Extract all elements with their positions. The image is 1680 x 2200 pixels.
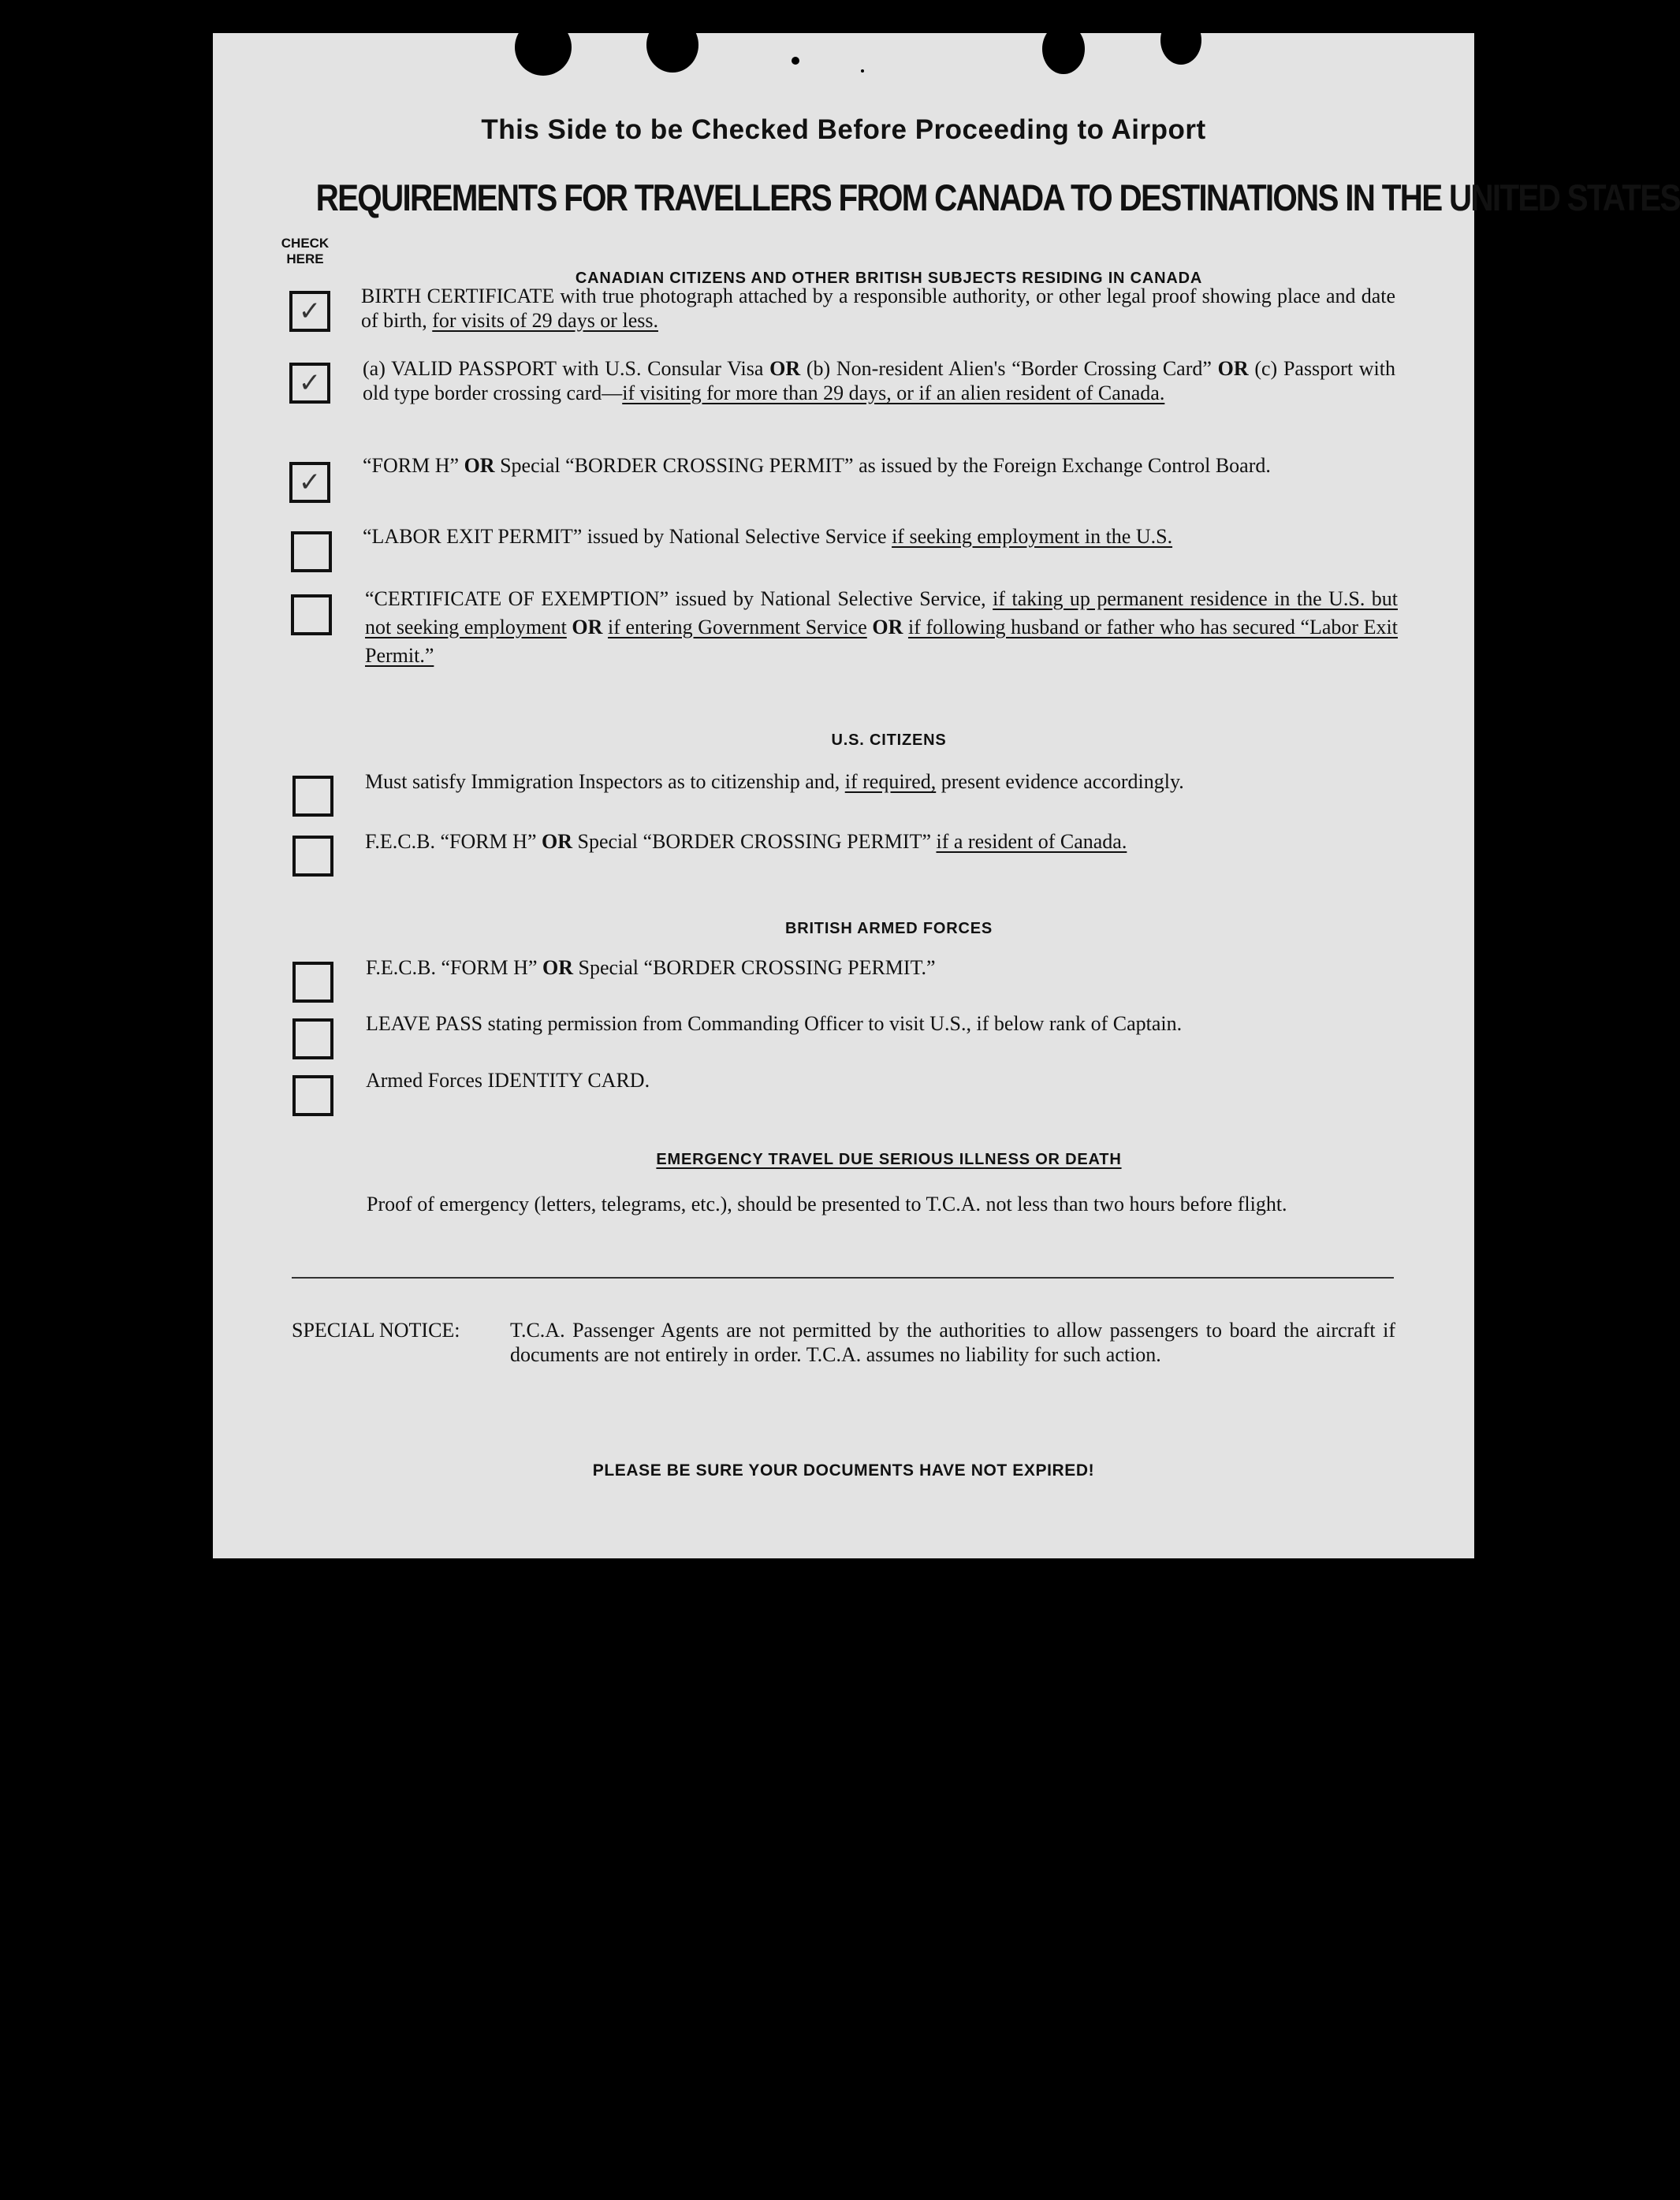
checkbox-identity-card[interactable] bbox=[292, 1075, 333, 1116]
item-us-form-h-text: F.E.C.B. “FORM H” OR Special “BORDER CROSSING PERMIT” if a resident of Canada. bbox=[365, 830, 1127, 853]
section-armed-heading: BRITISH ARMED FORCES bbox=[784, 920, 993, 937]
checkbox-us-immigration[interactable] bbox=[292, 776, 333, 817]
item-certificate-exemption-text: “CERTIFICATE OF EXEMPTION” issued by National Selective Service, if taking up permanent residence in the U.S. but not seeking employment OR if entering Government Service OR if following husband or father who has secured “Labor Exit Permit.” bbox=[365, 587, 1399, 667]
checkbox-us-form-h[interactable] bbox=[292, 836, 333, 877]
checkbox-valid-passport[interactable]: ✓ bbox=[289, 363, 330, 404]
checkbox-labor-exit-permit[interactable] bbox=[291, 531, 332, 572]
section-us-heading: U.S. CITIZENS bbox=[831, 731, 947, 749]
item-labor-exit-permit-text: “LABOR EXIT PERMIT” issued by National Selective Service if seeking employment in the U.S. bbox=[363, 525, 1173, 548]
emergency-text: Proof of emergency (letters, telegrams, etc.), should be presented to T.C.A. not less than two hours before flight. bbox=[367, 1193, 1287, 1215]
document-page bbox=[213, 33, 1680, 1558]
item-identity-card bbox=[366, 1068, 1400, 1093]
checkbox-birth-certificate[interactable]: ✓ bbox=[289, 291, 330, 332]
item-certificate-exemption bbox=[365, 585, 1398, 670]
item-birth-certificate-text: BIRTH CERTIFICATE with true photograph attached by a responsible authority, or other legal proof showing place and date of birth, for visits of 29 days or less. bbox=[361, 285, 1395, 332]
ink-speck bbox=[861, 69, 864, 73]
main-title: REQUIREMENTS FOR TRAVELLERS FROM CANADA TO DESTINATIONS IN THE UNITED STATES bbox=[315, 177, 1680, 218]
item-birth-certificate bbox=[361, 284, 1395, 333]
top-title: This Side to be Checked Before Proceeding to Airport bbox=[481, 114, 1206, 145]
check-here-label: CHECK HERE bbox=[281, 236, 330, 266]
item-us-immigration bbox=[365, 769, 1399, 794]
special-notice-text: T.C.A. Passenger Agents are not permitted by the authorities to allow passengers to board the aircraft if documents are not entirely in order. T.C.A. assumes no liability for such action. bbox=[510, 1319, 1395, 1366]
checkbox-armed-form-h[interactable] bbox=[292, 962, 333, 1003]
punch-hole bbox=[1042, 24, 1085, 74]
punch-hole bbox=[1160, 16, 1201, 65]
item-valid-passport-text: (a) VALID PASSPORT with U.S. Consular Visa OR (b) Non-resident Alien's “Border Crossing Card” OR (c) Passport with old type border crossing card—if visiting for more than 29 days, or if an alien resident of Canada. bbox=[363, 357, 1396, 404]
checkbox-form-h[interactable]: ✓ bbox=[289, 462, 330, 503]
item-armed-form-h bbox=[366, 955, 1400, 980]
ink-speck bbox=[792, 57, 799, 65]
checkbox-leave-pass[interactable] bbox=[292, 1018, 333, 1059]
item-form-h bbox=[363, 453, 1395, 478]
item-identity-card-text: Armed Forces IDENTITY CARD. bbox=[366, 1069, 650, 1092]
footer-warning: PLEASE BE SURE YOUR DOCUMENTS HAVE NOT EXPIRED! bbox=[592, 1461, 1095, 1480]
section-canadian-heading: CANADIAN CITIZENS AND OTHER BRITISH SUBJECTS RESIDING IN CANADA bbox=[575, 270, 1203, 287]
checkbox-certificate-exemption[interactable] bbox=[291, 594, 332, 635]
divider-rule bbox=[292, 1277, 1394, 1279]
special-notice-label: SPECIAL NOTICE: bbox=[292, 1319, 460, 1342]
punch-hole bbox=[646, 17, 698, 73]
item-armed-form-h-text: F.E.C.B. “FORM H” OR Special “BORDER CROSSING PERMIT.” bbox=[366, 956, 936, 979]
item-us-form-h bbox=[365, 829, 1399, 854]
item-form-h-text: “FORM H” OR Special “BORDER CROSSING PERMIT” as issued by the Foreign Exchange Control Board. bbox=[363, 454, 1271, 477]
punch-hole bbox=[515, 19, 572, 76]
section-emergency-heading: EMERGENCY TRAVEL DUE SERIOUS ILLNESS OR DEATH bbox=[656, 1151, 1122, 1168]
item-us-immigration-text: Must satisfy Immigration Inspectors as to citizenship and, if required, present evidence accordingly. bbox=[365, 770, 1184, 793]
item-labor-exit-permit bbox=[363, 524, 1395, 549]
item-leave-pass-text: LEAVE PASS stating permission from Commanding Officer to visit U.S., if below rank of Captain. bbox=[366, 1012, 1183, 1035]
item-valid-passport bbox=[363, 356, 1395, 405]
item-leave-pass bbox=[366, 1011, 1400, 1036]
